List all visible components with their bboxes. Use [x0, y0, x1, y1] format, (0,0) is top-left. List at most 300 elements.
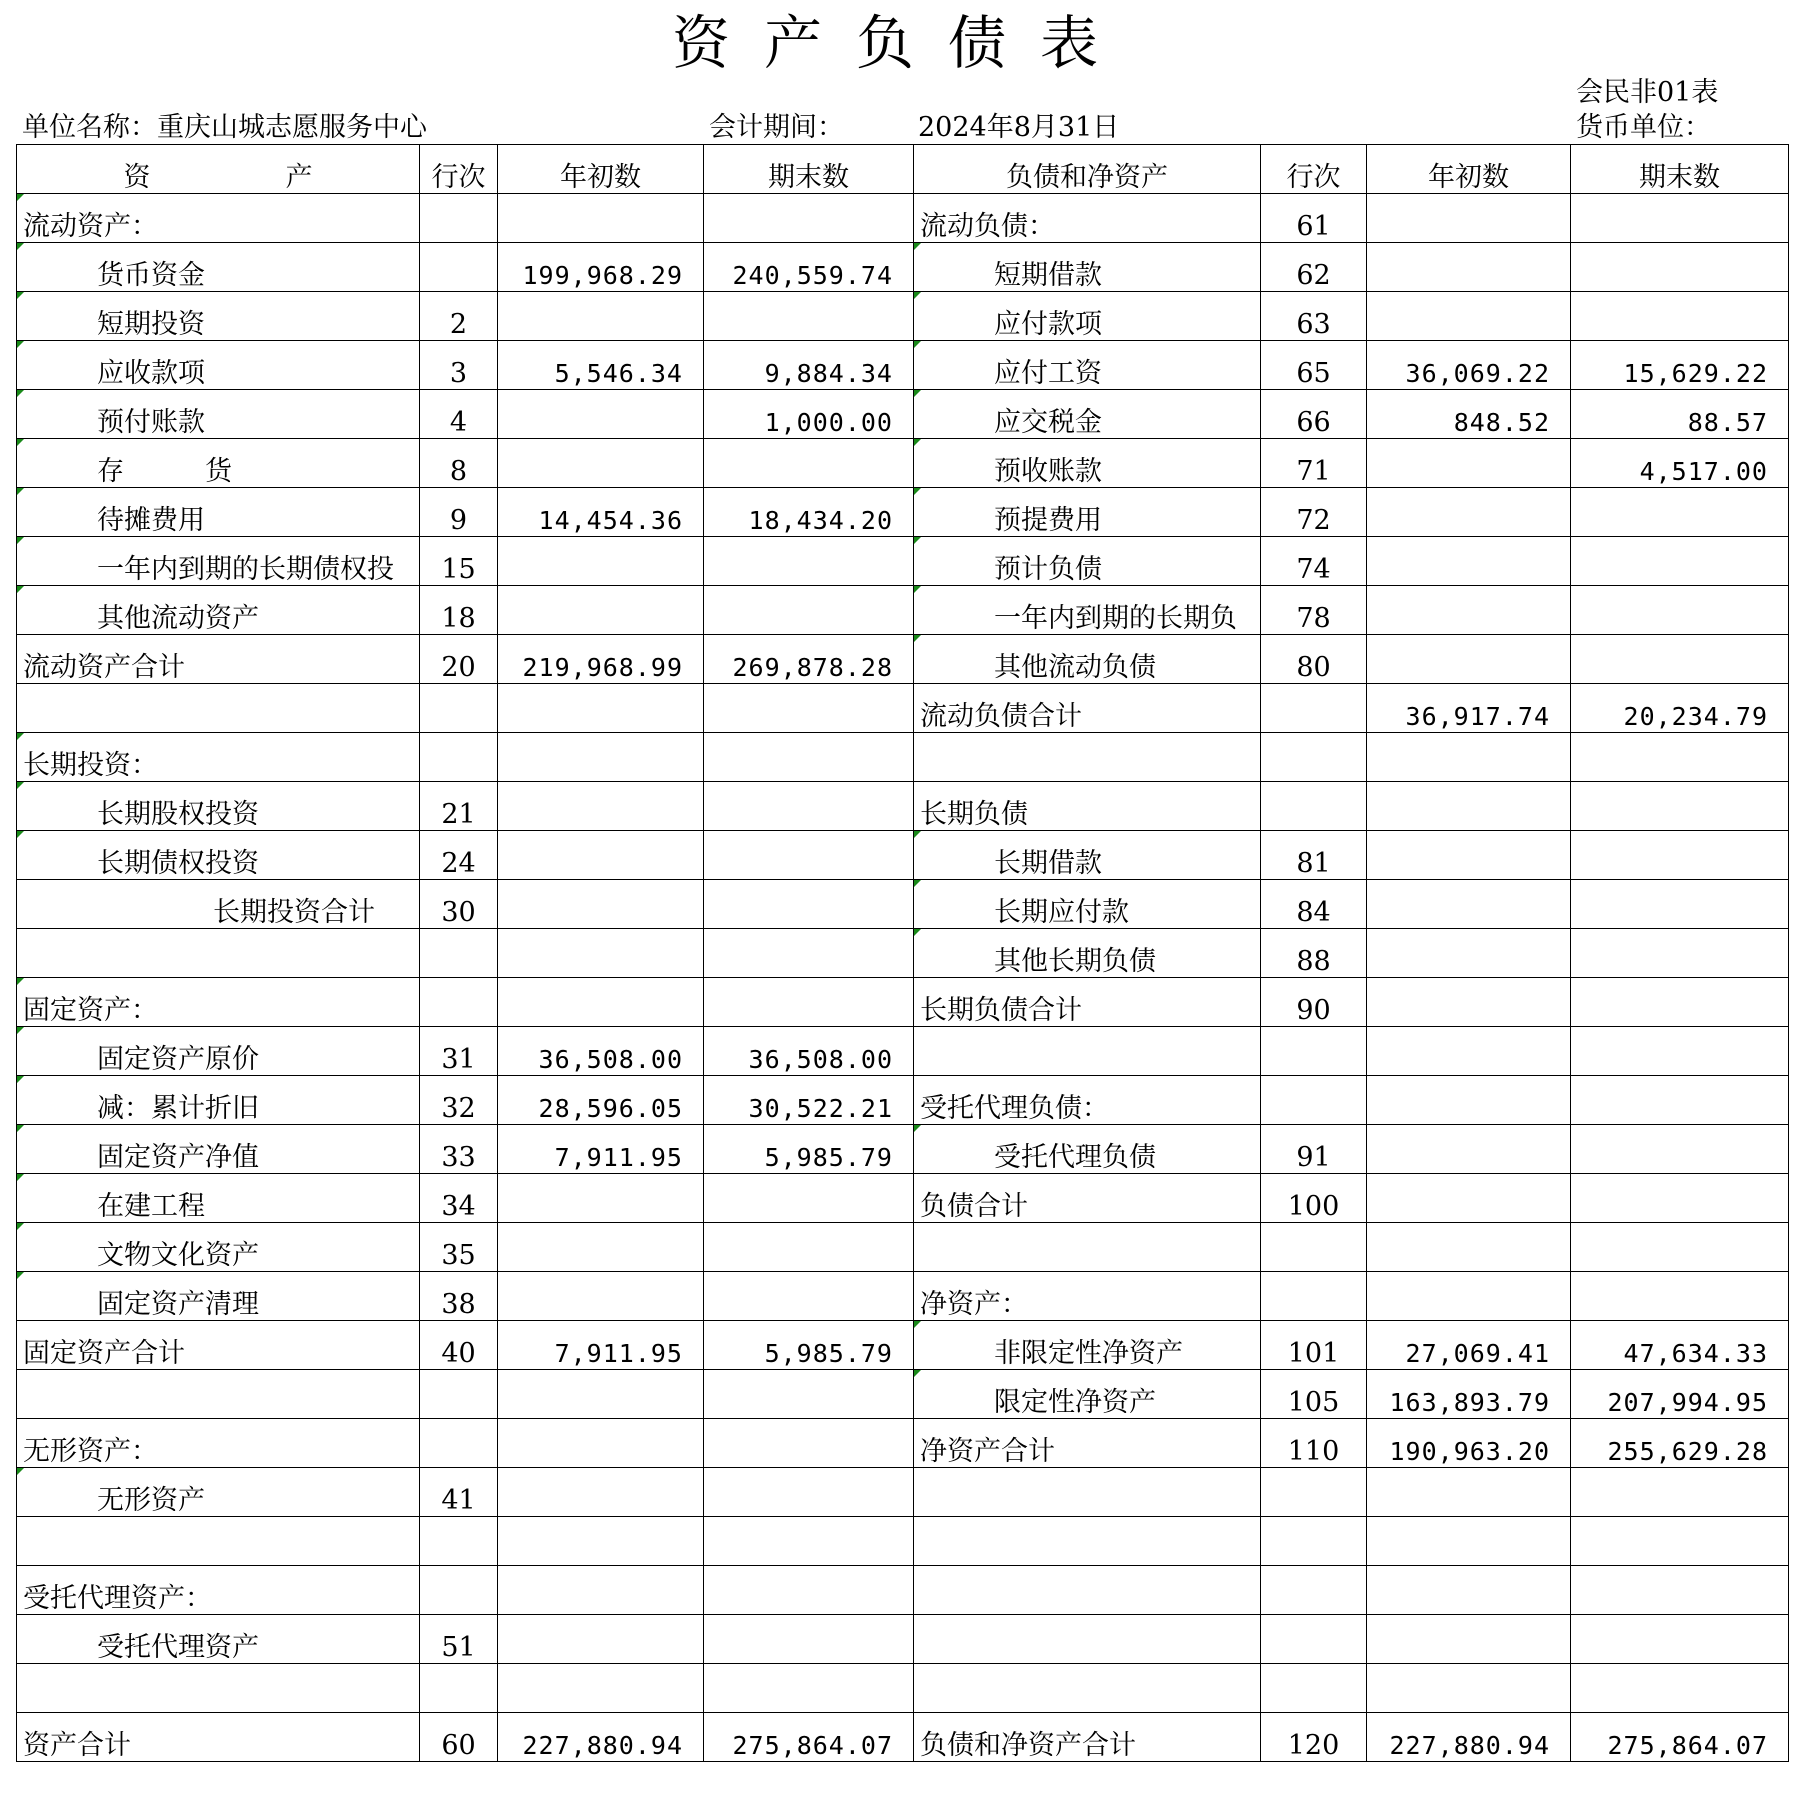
asset-begin-cell: [498, 1174, 704, 1223]
asset-line-cell: 32: [420, 1076, 498, 1125]
liability-line-cell: [1261, 1517, 1367, 1566]
liability-end-cell: [1571, 292, 1789, 341]
asset-begin-cell: 14,454.36: [498, 488, 704, 537]
table-row: [17, 1321, 1789, 1370]
asset-name-cell: 固定资产净值: [17, 1125, 420, 1174]
asset-name-cell: 资产合计: [17, 1713, 420, 1762]
asset-name-cell: 待摊费用: [17, 488, 420, 537]
liability-end-cell: [1571, 782, 1789, 831]
liability-begin-cell: [1367, 1566, 1571, 1615]
header-line-2: 行次: [1261, 145, 1367, 194]
asset-begin-cell: [498, 194, 704, 243]
table-row: [17, 586, 1789, 635]
asset-end-cell: [704, 537, 914, 586]
liability-name-cell: [914, 1566, 1261, 1615]
liability-end-cell: [1571, 635, 1789, 684]
asset-begin-cell: [498, 782, 704, 831]
liability-end-cell: [1571, 733, 1789, 782]
asset-name-cell: 预付账款: [17, 390, 420, 439]
asset-begin-cell: [498, 537, 704, 586]
table-row: [17, 341, 1789, 390]
asset-end-cell: 36,508.00: [704, 1027, 914, 1076]
asset-begin-cell: [498, 1566, 704, 1615]
period-value: 2024年8月31日: [918, 112, 1120, 143]
liability-line-cell: 88: [1261, 929, 1367, 978]
asset-begin-cell: [498, 880, 704, 929]
asset-begin-cell: 5,546.34: [498, 341, 704, 390]
liability-end-cell: [1571, 1174, 1789, 1223]
liability-end-cell: 275,864.07: [1571, 1713, 1789, 1762]
asset-end-cell: 9,884.34: [704, 341, 914, 390]
table-row: [17, 1174, 1789, 1223]
liability-name-cell: 非限定性净资产: [914, 1321, 1261, 1370]
asset-line-cell: [420, 978, 498, 1027]
asset-line-cell: 8: [420, 439, 498, 488]
liability-line-cell: 90: [1261, 978, 1367, 1027]
asset-begin-cell: [498, 831, 704, 880]
liability-begin-cell: 848.52: [1367, 390, 1571, 439]
asset-name-cell: [17, 1664, 420, 1713]
liability-begin-cell: 190,963.20: [1367, 1419, 1571, 1468]
liability-end-cell: [1571, 831, 1789, 880]
liability-line-cell: [1261, 1615, 1367, 1664]
liability-line-cell: 71: [1261, 439, 1367, 488]
asset-begin-cell: 219,968.99: [498, 635, 704, 684]
liability-line-cell: 65: [1261, 341, 1367, 390]
table-row: [17, 292, 1789, 341]
asset-end-cell: [704, 978, 914, 1027]
asset-line-cell: 33: [420, 1125, 498, 1174]
asset-begin-cell: [498, 1615, 704, 1664]
table-row: [17, 684, 1789, 733]
table-row: [17, 1223, 1789, 1272]
liability-line-cell: 61: [1261, 194, 1367, 243]
liability-end-cell: [1571, 586, 1789, 635]
asset-end-cell: [704, 586, 914, 635]
liability-line-cell: 84: [1261, 880, 1367, 929]
asset-name-cell: 减：累计折旧: [17, 1076, 420, 1125]
liability-begin-cell: [1367, 488, 1571, 537]
table-row: [17, 929, 1789, 978]
table-row: [17, 439, 1789, 488]
asset-begin-cell: 7,911.95: [498, 1125, 704, 1174]
liability-line-cell: 110: [1261, 1419, 1367, 1468]
liability-begin-cell: [1367, 586, 1571, 635]
asset-name-cell: 无形资产: [17, 1468, 420, 1517]
asset-end-cell: [704, 292, 914, 341]
period-label: 会计期间：: [709, 112, 844, 143]
liability-line-cell: 105: [1261, 1370, 1367, 1419]
table-row: [17, 1615, 1789, 1664]
asset-begin-cell: [498, 929, 704, 978]
asset-begin-cell: 199,968.29: [498, 243, 704, 292]
asset-begin-cell: [498, 1517, 704, 1566]
asset-end-cell: [704, 782, 914, 831]
asset-line-cell: [420, 1517, 498, 1566]
liability-line-cell: [1261, 1223, 1367, 1272]
asset-name-cell: [17, 1370, 420, 1419]
liability-end-cell: [1571, 1664, 1789, 1713]
asset-line-cell: [420, 1664, 498, 1713]
asset-line-cell: 38: [420, 1272, 498, 1321]
liability-begin-cell: [1367, 1517, 1571, 1566]
liability-line-cell: [1261, 1027, 1367, 1076]
liability-end-cell: [1571, 488, 1789, 537]
table-row: [17, 1713, 1789, 1762]
asset-end-cell: 240,559.74: [704, 243, 914, 292]
table-row: [17, 978, 1789, 1027]
liability-begin-cell: [1367, 782, 1571, 831]
liability-begin-cell: 36,917.74: [1367, 684, 1571, 733]
asset-line-cell: 41: [420, 1468, 498, 1517]
asset-begin-cell: [498, 1468, 704, 1517]
header-line: 行次: [420, 145, 498, 194]
liability-line-cell: [1261, 782, 1367, 831]
asset-line-cell: 9: [420, 488, 498, 537]
asset-end-cell: [704, 1272, 914, 1321]
liability-end-cell: 88.57: [1571, 390, 1789, 439]
asset-line-cell: 40: [420, 1321, 498, 1370]
liability-begin-cell: [1367, 831, 1571, 880]
liability-line-cell: [1261, 1566, 1367, 1615]
liability-name-cell: [914, 1664, 1261, 1713]
asset-end-cell: [704, 439, 914, 488]
liability-end-cell: [1571, 1517, 1789, 1566]
asset-end-cell: [704, 1664, 914, 1713]
liability-name-cell: 流动负债合计: [914, 684, 1261, 733]
liability-end-cell: 20,234.79: [1571, 684, 1789, 733]
liability-name-cell: [914, 733, 1261, 782]
liability-line-cell: [1261, 1468, 1367, 1517]
liability-name-cell: 预提费用: [914, 488, 1261, 537]
asset-end-cell: 5,985.79: [704, 1321, 914, 1370]
liability-begin-cell: [1367, 1664, 1571, 1713]
asset-name-cell: 在建工程: [17, 1174, 420, 1223]
asset-line-cell: [420, 733, 498, 782]
liability-name-cell: [914, 1615, 1261, 1664]
liability-begin-cell: [1367, 880, 1571, 929]
asset-name-cell: 固定资产：: [17, 978, 420, 1027]
asset-line-cell: [420, 1370, 498, 1419]
liability-line-cell: 74: [1261, 537, 1367, 586]
asset-name-cell: 短期投资: [17, 292, 420, 341]
liability-line-cell: 91: [1261, 1125, 1367, 1174]
table-row: [17, 1566, 1789, 1615]
liability-name-cell: [914, 1223, 1261, 1272]
liability-begin-cell: [1367, 733, 1571, 782]
liability-name-cell: [914, 1027, 1261, 1076]
liability-begin-cell: 36,069.22: [1367, 341, 1571, 390]
liability-begin-cell: [1367, 929, 1571, 978]
liability-name-cell: 净资产合计: [914, 1419, 1261, 1468]
header-row: [17, 145, 1789, 194]
liability-end-cell: 4,517.00: [1571, 439, 1789, 488]
liability-line-cell: 66: [1261, 390, 1367, 439]
liability-end-cell: [1571, 1125, 1789, 1174]
liability-name-cell: 流动负债：: [914, 194, 1261, 243]
liability-line-cell: [1261, 684, 1367, 733]
table-row: [17, 1419, 1789, 1468]
asset-end-cell: [704, 733, 914, 782]
asset-begin-cell: 227,880.94: [498, 1713, 704, 1762]
liability-end-cell: [1571, 194, 1789, 243]
liability-line-cell: 81: [1261, 831, 1367, 880]
asset-name-cell: 长期投资：: [17, 733, 420, 782]
liability-begin-cell: [1367, 1027, 1571, 1076]
liability-begin-cell: [1367, 1223, 1571, 1272]
table-row: [17, 880, 1789, 929]
liability-end-cell: [1571, 1076, 1789, 1125]
asset-end-cell: [704, 1223, 914, 1272]
header-begin-2: 年初数: [1367, 145, 1571, 194]
liability-line-cell: [1261, 733, 1367, 782]
asset-end-cell: [704, 1517, 914, 1566]
asset-line-cell: 18: [420, 586, 498, 635]
balance-sheet-table: [16, 144, 1789, 1762]
liability-end-cell: [1571, 243, 1789, 292]
liability-begin-cell: [1367, 292, 1571, 341]
header-end-2: 期末数: [1571, 145, 1789, 194]
asset-name-cell: [17, 1517, 420, 1566]
liability-end-cell: [1571, 978, 1789, 1027]
asset-line-cell: 4: [420, 390, 498, 439]
asset-end-cell: [704, 880, 914, 929]
liability-begin-cell: [1367, 635, 1571, 684]
liability-end-cell: [1571, 1566, 1789, 1615]
asset-line-cell: [420, 1566, 498, 1615]
asset-begin-cell: 36,508.00: [498, 1027, 704, 1076]
liability-line-cell: 80: [1261, 635, 1367, 684]
asset-line-cell: 21: [420, 782, 498, 831]
asset-end-cell: [704, 1370, 914, 1419]
asset-end-cell: [704, 929, 914, 978]
asset-name-cell: 受托代理资产: [17, 1615, 420, 1664]
liability-end-cell: [1571, 537, 1789, 586]
asset-name-cell: 长期债权投资: [17, 831, 420, 880]
asset-end-cell: [704, 1468, 914, 1517]
asset-end-cell: [704, 1566, 914, 1615]
asset-end-cell: [704, 194, 914, 243]
liability-end-cell: 47,634.33: [1571, 1321, 1789, 1370]
table-row: [17, 390, 1789, 439]
liability-begin-cell: [1367, 439, 1571, 488]
asset-line-cell: 60: [420, 1713, 498, 1762]
liability-line-cell: 62: [1261, 243, 1367, 292]
liability-end-cell: [1571, 1272, 1789, 1321]
asset-line-cell: 15: [420, 537, 498, 586]
header-begin: 年初数: [498, 145, 704, 194]
table-row: [17, 1517, 1789, 1566]
liability-name-cell: [914, 1517, 1261, 1566]
liability-name-cell: 其他长期负债: [914, 929, 1261, 978]
table-row: [17, 194, 1789, 243]
table-row: [17, 1272, 1789, 1321]
asset-end-cell: [704, 831, 914, 880]
asset-line-cell: 2: [420, 292, 498, 341]
liability-line-cell: [1261, 1076, 1367, 1125]
liability-begin-cell: [1367, 194, 1571, 243]
unit-name: 单位名称：重庆山城志愿服务中心: [22, 112, 427, 143]
liability-end-cell: [1571, 1468, 1789, 1517]
liability-begin-cell: [1367, 978, 1571, 1027]
liability-name-cell: 长期负债合计: [914, 978, 1261, 1027]
asset-line-cell: 30: [420, 880, 498, 929]
asset-begin-cell: [498, 292, 704, 341]
liability-name-cell: 预计负债: [914, 537, 1261, 586]
asset-begin-cell: [498, 978, 704, 1027]
table-row: [17, 733, 1789, 782]
asset-begin-cell: 7,911.95: [498, 1321, 704, 1370]
asset-name-cell: 货币资金: [17, 243, 420, 292]
liability-name-cell: 预收账款: [914, 439, 1261, 488]
liability-name-cell: 长期借款: [914, 831, 1261, 880]
asset-begin-cell: [498, 1664, 704, 1713]
liability-end-cell: [1571, 1615, 1789, 1664]
asset-name-cell: 受托代理资产：: [17, 1566, 420, 1615]
asset-line-cell: [420, 929, 498, 978]
liability-begin-cell: 163,893.79: [1367, 1370, 1571, 1419]
liability-line-cell: 101: [1261, 1321, 1367, 1370]
liability-begin-cell: [1367, 1174, 1571, 1223]
asset-name-cell: 一年内到期的长期债权投: [17, 537, 420, 586]
liability-end-cell: [1571, 929, 1789, 978]
liability-begin-cell: [1367, 537, 1571, 586]
asset-end-cell: [704, 1419, 914, 1468]
liability-end-cell: 15,629.22: [1571, 341, 1789, 390]
liability-end-cell: 255,629.28: [1571, 1419, 1789, 1468]
asset-line-cell: 3: [420, 341, 498, 390]
liability-end-cell: [1571, 880, 1789, 929]
liability-line-cell: 120: [1261, 1713, 1367, 1762]
asset-name-cell: 长期股权投资: [17, 782, 420, 831]
liability-name-cell: [914, 1468, 1261, 1517]
liability-end-cell: [1571, 1223, 1789, 1272]
currency-unit: 货币单位：: [1576, 112, 1711, 143]
table-row: [17, 537, 1789, 586]
liability-name-cell: 长期应付款: [914, 880, 1261, 929]
asset-end-cell: 18,434.20: [704, 488, 914, 537]
asset-begin-cell: [498, 439, 704, 488]
asset-line-cell: 20: [420, 635, 498, 684]
asset-end-cell: [704, 684, 914, 733]
liability-name-cell: 负债合计: [914, 1174, 1261, 1223]
asset-line-cell: [420, 243, 498, 292]
liability-name-cell: 长期负债: [914, 782, 1261, 831]
liability-begin-cell: [1367, 243, 1571, 292]
asset-begin-cell: [498, 1419, 704, 1468]
asset-name-cell: 流动资产合计: [17, 635, 420, 684]
liability-begin-cell: [1367, 1615, 1571, 1664]
asset-end-cell: 30,522.21: [704, 1076, 914, 1125]
table-row: [17, 1664, 1789, 1713]
asset-line-cell: 24: [420, 831, 498, 880]
asset-begin-cell: 28,596.05: [498, 1076, 704, 1125]
asset-name-cell: 存 货: [17, 439, 420, 488]
asset-name-cell: 固定资产清理: [17, 1272, 420, 1321]
asset-line-cell: 31: [420, 1027, 498, 1076]
asset-begin-cell: [498, 1370, 704, 1419]
table-row: [17, 831, 1789, 880]
asset-line-cell: [420, 1419, 498, 1468]
liability-end-cell: 207,994.95: [1571, 1370, 1789, 1419]
liability-name-cell: 受托代理负债：: [914, 1076, 1261, 1125]
asset-name-cell: 无形资产：: [17, 1419, 420, 1468]
liability-name-cell: 应付款项: [914, 292, 1261, 341]
liability-name-cell: 一年内到期的长期负: [914, 586, 1261, 635]
liability-line-cell: 100: [1261, 1174, 1367, 1223]
table-row: [17, 1027, 1789, 1076]
asset-name-cell: 固定资产原价: [17, 1027, 420, 1076]
liability-begin-cell: [1367, 1125, 1571, 1174]
table-row: [17, 635, 1789, 684]
liability-name-cell: 净资产：: [914, 1272, 1261, 1321]
asset-end-cell: [704, 1615, 914, 1664]
asset-name-cell: 长期投资合计: [17, 880, 420, 929]
table-row: [17, 488, 1789, 537]
liability-name-cell: 受托代理负债: [914, 1125, 1261, 1174]
asset-name-cell: 流动资产：: [17, 194, 420, 243]
asset-begin-cell: [498, 1272, 704, 1321]
asset-line-cell: 51: [420, 1615, 498, 1664]
liability-line-cell: 72: [1261, 488, 1367, 537]
header-asset: 资 产: [17, 145, 420, 194]
liability-line-cell: [1261, 1664, 1367, 1713]
table-row: [17, 1076, 1789, 1125]
liability-line-cell: [1261, 1272, 1367, 1321]
header-end: 期末数: [704, 145, 914, 194]
liability-begin-cell: 227,880.94: [1367, 1713, 1571, 1762]
form-code: 会民非01表: [1576, 77, 1719, 108]
liability-begin-cell: [1367, 1076, 1571, 1125]
liability-begin-cell: 27,069.41: [1367, 1321, 1571, 1370]
asset-name-cell: [17, 929, 420, 978]
table-row: [17, 1468, 1789, 1517]
asset-line-cell: [420, 194, 498, 243]
asset-line-cell: 34: [420, 1174, 498, 1223]
asset-end-cell: 1,000.00: [704, 390, 914, 439]
liability-name-cell: 应交税金: [914, 390, 1261, 439]
liability-line-cell: 78: [1261, 586, 1367, 635]
header-liabilities: 负债和净资产: [914, 145, 1261, 194]
asset-begin-cell: [498, 586, 704, 635]
table-row: [17, 782, 1789, 831]
asset-name-cell: 应收款项: [17, 341, 420, 390]
liability-name-cell: 限定性净资产: [914, 1370, 1261, 1419]
liability-begin-cell: [1367, 1468, 1571, 1517]
table-row: [17, 1370, 1789, 1419]
asset-line-cell: [420, 684, 498, 733]
liability-name-cell: 负债和净资产合计: [914, 1713, 1261, 1762]
asset-line-cell: 35: [420, 1223, 498, 1272]
asset-name-cell: 文物文化资产: [17, 1223, 420, 1272]
asset-name-cell: 固定资产合计: [17, 1321, 420, 1370]
asset-begin-cell: [498, 684, 704, 733]
asset-end-cell: 275,864.07: [704, 1713, 914, 1762]
asset-begin-cell: [498, 1223, 704, 1272]
asset-name-cell: 其他流动资产: [17, 586, 420, 635]
liability-name-cell: 其他流动负债: [914, 635, 1261, 684]
liability-begin-cell: [1367, 1272, 1571, 1321]
asset-end-cell: 269,878.28: [704, 635, 914, 684]
liability-end-cell: [1571, 1027, 1789, 1076]
table-row: [17, 243, 1789, 292]
liability-name-cell: 应付工资: [914, 341, 1261, 390]
report-title: 资产负债表: [671, 9, 1132, 77]
liability-line-cell: 63: [1261, 292, 1367, 341]
asset-begin-cell: [498, 733, 704, 782]
table-row: [17, 1125, 1789, 1174]
liability-name-cell: 短期借款: [914, 243, 1261, 292]
